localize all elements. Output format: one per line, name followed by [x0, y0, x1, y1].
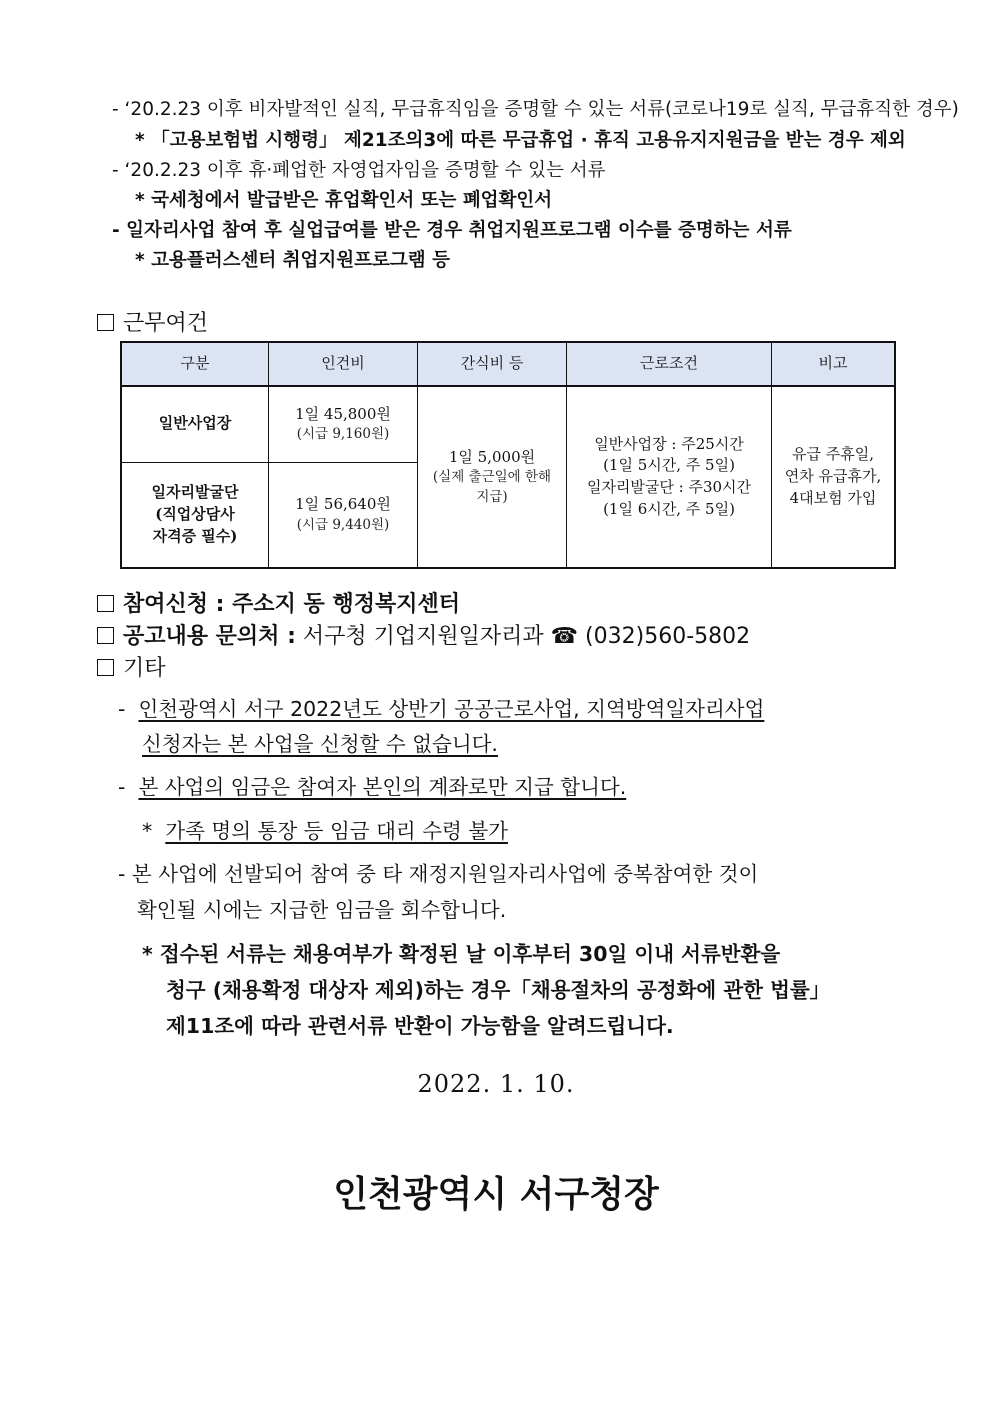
- etc-item-1-text: 인천광역시 서구 2022년도 상반기 공공근로사업, 지역방역일자리사업: [138, 697, 765, 721]
- inquiry-label: 공고내용 문의처 :: [123, 624, 296, 649]
- cell-pay-job-team: [269, 462, 418, 568]
- snack-note-line1: (실제 출근일에 한해: [432, 469, 552, 486]
- header-snack: 간식비 등: [418, 342, 567, 386]
- cell-pay-general: [269, 386, 418, 462]
- dash-bullet: -: [118, 775, 139, 799]
- work-conditions-table: [120, 341, 896, 569]
- conditions-line4: (1일 6시간, 주 5일): [603, 499, 735, 518]
- remarks-line2: 연차 유급휴가,: [784, 467, 882, 486]
- category-job-team-line2: (직업상담사: [155, 504, 235, 523]
- etc-note-line3: 제11조에 따라 관련서류 반환이 가능함을 알려드립니다.: [166, 1014, 674, 1038]
- checkbox-square-icon: [97, 314, 114, 331]
- eligibility-doc-job-program: - 일자리사업 참여 후 실업급여를 받은 경우 취업지원프로그램 이수를 증명하는 서류: [112, 220, 792, 241]
- etc-item-2: [118, 770, 626, 800]
- etc-item-1-text-cont: 신청자는 본 사업을 신청할 수 없습니다.: [142, 732, 498, 756]
- eligibility-note-tax-office: * 국세청에서 발급받은 휴업확인서 또는 폐업확인서: [135, 190, 553, 211]
- pay-general-hourly: (시급 9,160원): [296, 426, 390, 443]
- asterisk-bullet: *: [142, 819, 166, 843]
- pay-job-team-hourly: (시급 9,440원): [296, 516, 390, 533]
- inquiry-value: 서구청 기업지원일자리과 ☎ (032)560-5802: [295, 624, 751, 649]
- dash-bullet: -: [118, 697, 139, 721]
- etc-item-2-note-text: 가족 명의 통장 등 임금 대리 수령 불가: [165, 819, 508, 843]
- section-apply: [97, 587, 460, 618]
- snack-amount: 1일 5,000원: [448, 447, 536, 466]
- eligibility-note-employment-center: * 고용플러스센터 취업지원프로그램 등: [135, 250, 450, 271]
- cell-remarks: [772, 386, 896, 568]
- etc-item-1-line1: [118, 692, 764, 722]
- notice-date: 2022. 1. 10.: [417, 1070, 575, 1098]
- eligibility-note-exclusion: * 「고용보험법 시행령」 제21조의3에 따른 무급휴업 · 휴직 고용유지지원금을 받는 경우 제외: [135, 130, 906, 151]
- apply-text: 참여신청 : 주소지 동 행정복지센터: [123, 592, 460, 617]
- pay-general-daily: 1일 45,800원: [295, 404, 391, 423]
- cell-conditions: [567, 386, 772, 568]
- remarks-line3: 4대보험 가입: [789, 488, 877, 507]
- header-remarks: 비고: [772, 342, 896, 386]
- category-job-team-line3: 자격증 필수): [152, 526, 238, 545]
- checkbox-square-icon: [97, 595, 114, 612]
- etc-item-3-line2: 확인될 시에는 지급한 임금을 회수합니다.: [137, 898, 507, 922]
- cell-category-general: 일반사업장: [121, 386, 269, 462]
- table-row: [121, 386, 895, 462]
- etc-label: 기타: [123, 656, 166, 681]
- snack-note-line2: 지급): [476, 488, 508, 505]
- remarks-line1: 유급 주휴일,: [792, 445, 874, 464]
- etc-item-2-text: 본 사업의 임금은 참여자 본인의 계좌로만 지급 합니다.: [138, 775, 627, 799]
- issuer-signature: 인천광역시 서구청장: [333, 1174, 659, 1215]
- etc-note-line1: * 접수된 서류는 채용여부가 확정된 날 이후부터 30일 이내 서류반환을: [142, 942, 781, 966]
- header-pay: 인건비: [269, 342, 418, 386]
- header-category: 구분: [121, 342, 269, 386]
- pay-job-team-daily: 1일 56,640원: [295, 495, 391, 514]
- cell-category-job-team: [121, 462, 269, 568]
- category-job-team-line1: 일자리발굴단: [151, 483, 239, 502]
- checkbox-square-icon: [97, 659, 114, 676]
- conditions-line2: (1일 5시간, 주 5일): [603, 456, 735, 475]
- section-work-conditions-label: 근무여건: [123, 311, 209, 336]
- header-conditions: 근로조건: [567, 342, 772, 386]
- etc-item-2-note: [142, 814, 508, 844]
- section-inquiry: [97, 619, 750, 650]
- section-work-conditions: [97, 306, 208, 337]
- section-etc: [97, 651, 166, 682]
- etc-item-3-line1: - 본 사업에 선발되어 참여 중 타 재정지원일자리사업에 중복참여한 것이: [118, 862, 759, 886]
- cell-snack: [418, 386, 567, 568]
- etc-note-line2: 청구 (채용확정 대상자 제외)하는 경우「채용절차의 공정화에 관한 법률」: [166, 978, 831, 1002]
- checkbox-square-icon: [97, 627, 114, 644]
- eligibility-doc-unemployed: - ‘20.2.23 이후 비자발적인 실직, 무급휴직임을 증명할 수 있는 서류(코로나19로 실직, 무급휴직한 경우): [112, 99, 959, 120]
- conditions-line3: 일자리발굴단 : 주30시간: [586, 478, 752, 496]
- etc-item-1-line2: [142, 727, 498, 757]
- conditions-line1: 일반사업장 : 주25시간: [594, 434, 744, 453]
- table-header-row: [121, 342, 895, 386]
- eligibility-doc-self-employed: - ‘20.2.23 이후 휴·폐업한 자영업자임을 증명할 수 있는 서류: [112, 160, 606, 181]
